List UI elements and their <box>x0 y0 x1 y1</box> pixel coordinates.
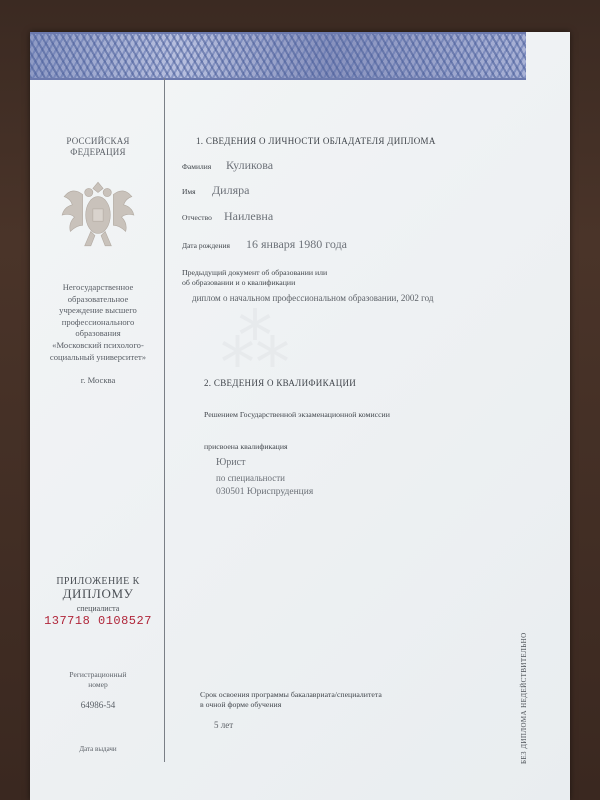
institution-line: образования <box>75 328 121 339</box>
name-label: Имя <box>182 187 196 196</box>
surname-value: Куликова <box>226 158 274 172</box>
name-value: Диляра <box>212 183 250 197</box>
invalid-without-diploma-note: БЕЗ ДИПЛОМА НЕДЕЙСТВИТЕЛЬНО <box>520 632 528 764</box>
coat-of-arms-emblem-icon <box>57 172 139 254</box>
institution-line: «Московский психолого- <box>52 339 144 350</box>
study-term-value: 5 лет <box>214 720 234 730</box>
country-name <box>30 136 166 158</box>
institution-line: профессионального <box>61 316 135 327</box>
prev-doc-value: диплом о начальном профессиональном образовании, 2002 год <box>192 293 434 303</box>
section-2-title: 2. СВЕДЕНИЯ О КВАЛИФИКАЦИИ <box>204 378 357 388</box>
country-line-2: ФЕДЕРАЦИЯ <box>70 147 126 157</box>
dob-value: 16 января 1980 года <box>246 237 348 251</box>
annex-line-2: ДИПЛОМУ <box>62 586 134 601</box>
prev-doc-line-2: об образовании и о квалификации <box>182 278 296 287</box>
city: г. Москва <box>80 375 116 386</box>
decision-text: Решением Государственной экзаменационной комиссии <box>204 410 390 419</box>
annex-degree-type: специалиста <box>76 604 120 613</box>
institution-line: социальный университет» <box>49 351 147 362</box>
institution-name <box>30 282 166 363</box>
assigned-label: присвоена квалификация <box>204 442 288 451</box>
serial-number: 137718 0108527 <box>44 614 152 628</box>
reg-label-line-2: номер <box>88 679 108 689</box>
patronymic-label: Отчество <box>182 213 212 222</box>
decorative-header-band <box>30 32 526 80</box>
annex-title-block <box>30 576 166 627</box>
prev-doc-line-1: Предыдущий документ об образовании или <box>182 268 328 277</box>
term-line-1: Срок освоения программы бакалавриата/специалитета <box>200 690 382 699</box>
institution-line: учреждение высшего <box>59 305 137 316</box>
prev-doc-label <box>182 268 327 288</box>
issue-date-label: Дата выдачи <box>79 745 117 753</box>
dob-label: Дата рождения <box>182 241 230 250</box>
specialty-label: по специальности <box>216 473 285 483</box>
surname-label: Фамилия <box>182 162 212 171</box>
term-line-2: в очной форме обучения <box>200 700 282 709</box>
registration-block <box>30 670 166 711</box>
qualification-value: Юрист <box>216 457 246 468</box>
specialty-value: 030501 Юриспруденция <box>216 487 314 497</box>
country-line-1: РОССИЙСКАЯ <box>66 136 130 146</box>
section-1-title: 1. СВЕДЕНИЯ О ЛИЧНОСТИ ОБЛАДАТЕЛЯ ДИПЛОМА <box>196 136 436 146</box>
study-term-label <box>200 690 382 710</box>
annex-line-1: ПРИЛОЖЕНИЕ К <box>56 576 140 587</box>
institution-line: образовательное <box>67 293 129 304</box>
institution-line: Негосударственное <box>62 282 134 292</box>
patronymic-value: Наилевна <box>224 209 274 223</box>
left-column <box>30 80 166 753</box>
registration-number: 64986-54 <box>80 700 116 710</box>
watermark: ⁂ <box>220 302 298 380</box>
reg-label-line-1: Регистрационный <box>69 670 127 679</box>
